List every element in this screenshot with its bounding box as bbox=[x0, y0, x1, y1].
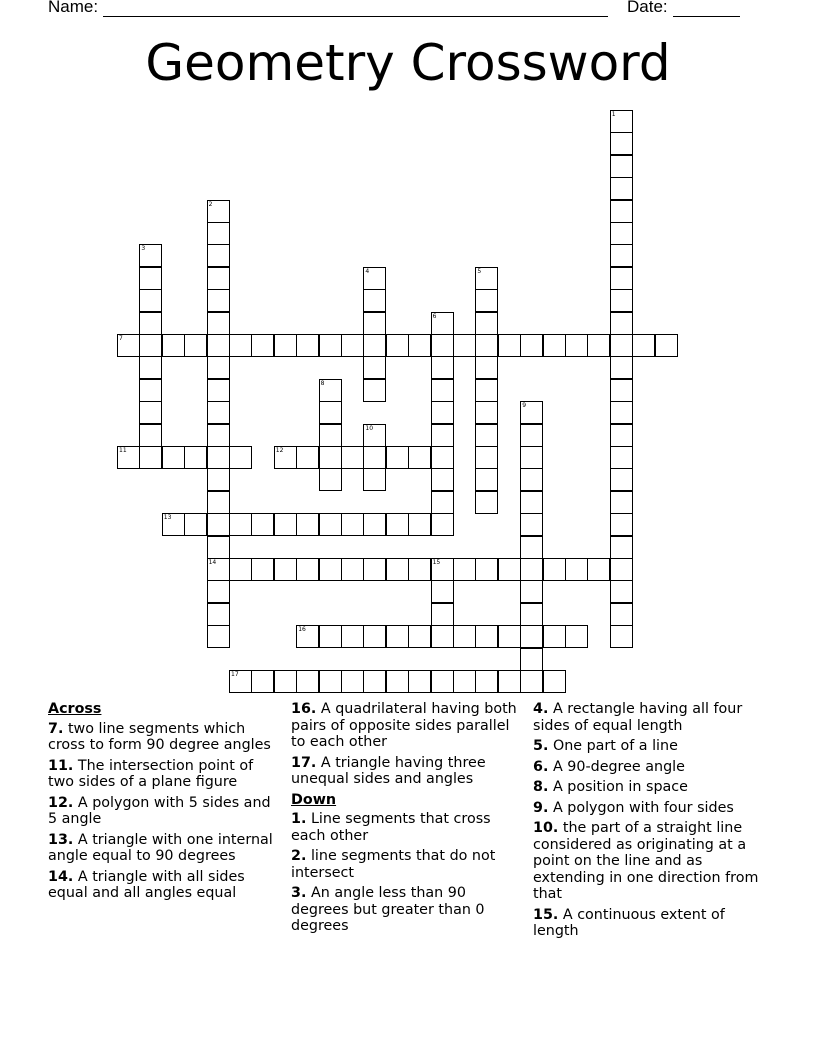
crossword-cell[interactable] bbox=[610, 334, 633, 357]
crossword-cell[interactable] bbox=[498, 558, 521, 581]
clue-number: 15. bbox=[533, 906, 559, 923]
crossword-cell[interactable] bbox=[408, 558, 431, 581]
clue-text: A continuous extent of length bbox=[533, 906, 725, 939]
clue-text: One part of a line bbox=[552, 738, 678, 754]
crossword-cell[interactable] bbox=[319, 670, 342, 693]
crossword-cell[interactable] bbox=[251, 558, 274, 581]
crossword-cell[interactable] bbox=[431, 513, 454, 536]
crossword-cell[interactable] bbox=[319, 468, 342, 491]
crossword-cell[interactable] bbox=[341, 446, 364, 469]
crossword-cell[interactable] bbox=[139, 334, 162, 357]
clue-text: A rectangle having all four sides of equal length bbox=[533, 701, 743, 734]
crossword-cell[interactable] bbox=[319, 424, 342, 447]
crossword-cell[interactable] bbox=[475, 267, 498, 290]
crossword-cell[interactable] bbox=[475, 670, 498, 693]
crossword-cell[interactable] bbox=[587, 334, 610, 357]
crossword-cell[interactable] bbox=[296, 446, 319, 469]
cell-number: 17 bbox=[231, 671, 239, 678]
crossword-cell[interactable] bbox=[139, 424, 162, 447]
down-heading: Down bbox=[291, 791, 337, 808]
clue-down-3 bbox=[291, 885, 523, 935]
cell-number: 7 bbox=[119, 335, 123, 342]
crossword-cell[interactable] bbox=[363, 446, 386, 469]
clue-across-17 bbox=[291, 755, 523, 788]
cell-number: 3 bbox=[141, 245, 146, 253]
clue-text: A triangle with one internal angle equal to 90 degrees bbox=[48, 831, 273, 864]
crossword-cell[interactable] bbox=[431, 670, 454, 693]
crossword-cell[interactable] bbox=[319, 379, 342, 402]
crossword-cell[interactable] bbox=[610, 536, 633, 559]
crossword-cell[interactable] bbox=[207, 603, 230, 626]
crossword-cell[interactable] bbox=[207, 244, 230, 267]
crossword-cell[interactable] bbox=[296, 513, 319, 536]
clues-column-3 bbox=[533, 701, 765, 944]
crossword-cell[interactable] bbox=[520, 558, 543, 581]
crossword-cell[interactable] bbox=[431, 558, 454, 581]
clue-text: The intersection point of two sides of a plane figure bbox=[48, 757, 254, 790]
crossword-cell[interactable] bbox=[543, 670, 566, 693]
clues-column-2 bbox=[291, 701, 523, 939]
crossword-cell[interactable] bbox=[520, 491, 543, 514]
crossword-cell[interactable] bbox=[520, 334, 543, 357]
crossword-cell[interactable] bbox=[386, 513, 409, 536]
clue-number: 12. bbox=[48, 794, 74, 811]
clue-number: 11. bbox=[48, 757, 74, 774]
crossword-cell[interactable] bbox=[296, 670, 319, 693]
cell-number: 1 bbox=[611, 111, 616, 118]
crossword-cell[interactable] bbox=[139, 289, 162, 312]
crossword-cell[interactable] bbox=[431, 334, 454, 357]
crossword-cell[interactable] bbox=[520, 603, 543, 626]
crossword-cell[interactable] bbox=[207, 200, 230, 223]
crossword-cell[interactable] bbox=[251, 513, 274, 536]
crossword-cell[interactable] bbox=[610, 177, 633, 200]
crossword-cell[interactable] bbox=[431, 468, 454, 491]
crossword-cell[interactable] bbox=[207, 625, 230, 648]
cell-number: 8 bbox=[320, 379, 325, 387]
clue-down-9 bbox=[533, 800, 765, 817]
clue-down-6 bbox=[533, 759, 765, 776]
crossword-cell[interactable] bbox=[274, 670, 297, 693]
clue-across-12 bbox=[48, 795, 280, 828]
crossword-cell[interactable] bbox=[296, 334, 319, 357]
crossword-cell[interactable] bbox=[139, 244, 162, 267]
crossword-cell[interactable] bbox=[475, 491, 498, 514]
cell-number: 11 bbox=[119, 447, 127, 454]
crossword-cell[interactable] bbox=[386, 446, 409, 469]
cell-number: 16 bbox=[298, 626, 306, 634]
crossword-cell[interactable] bbox=[565, 625, 588, 648]
clue-number: 13. bbox=[48, 831, 74, 848]
cell-number: 10 bbox=[365, 424, 374, 432]
crossword-cell[interactable] bbox=[363, 356, 386, 379]
clue-number: 2. bbox=[291, 848, 307, 864]
clue-text: A quadrilateral having both pairs of opposite sides parallel to each other bbox=[291, 701, 517, 750]
crossword-cell[interactable] bbox=[319, 513, 342, 536]
crossword-cell[interactable] bbox=[610, 446, 633, 469]
crossword-cell[interactable] bbox=[274, 446, 297, 469]
crossword-cell[interactable] bbox=[251, 334, 274, 357]
crossword-cell[interactable] bbox=[475, 379, 498, 402]
clue-number: 7. bbox=[48, 720, 64, 737]
crossword-cell[interactable] bbox=[229, 513, 252, 536]
clue-text: A 90-degree angle bbox=[552, 758, 685, 775]
cell-number: 15 bbox=[432, 559, 441, 566]
clue-text: line segments that do not intersect bbox=[291, 848, 496, 881]
crossword-cell[interactable] bbox=[207, 312, 230, 335]
crossword-cell[interactable] bbox=[207, 580, 230, 603]
crossword-cell[interactable] bbox=[363, 558, 386, 581]
crossword-cell[interactable] bbox=[386, 558, 409, 581]
clue-across-13 bbox=[48, 832, 280, 865]
crossword-cell[interactable] bbox=[162, 446, 185, 469]
crossword-cell[interactable] bbox=[520, 401, 543, 424]
crossword-cell[interactable] bbox=[610, 513, 633, 536]
crossword-cell[interactable] bbox=[274, 558, 297, 581]
crossword-cell[interactable] bbox=[319, 334, 342, 357]
crossword-cell[interactable] bbox=[520, 625, 543, 648]
crossword-cell[interactable] bbox=[610, 267, 633, 290]
crossword-cell[interactable] bbox=[408, 334, 431, 357]
crossword-cell[interactable] bbox=[610, 155, 633, 178]
crossword-cell[interactable] bbox=[610, 401, 633, 424]
crossword-cell[interactable] bbox=[184, 334, 207, 357]
name-label: Name: bbox=[48, 0, 99, 16]
crossword-cell[interactable] bbox=[207, 379, 230, 402]
crossword-cell[interactable] bbox=[207, 334, 230, 357]
cell-number: 4 bbox=[365, 267, 370, 275]
crossword-cell[interactable] bbox=[431, 401, 454, 424]
clue-down-5 bbox=[533, 738, 765, 755]
clue-across-14 bbox=[48, 869, 280, 902]
clue-number: 4. bbox=[533, 701, 549, 717]
cell-number: 5 bbox=[477, 267, 482, 275]
crossword-cell[interactable] bbox=[229, 334, 252, 357]
crossword-cell[interactable] bbox=[565, 558, 588, 581]
crossword-cell[interactable] bbox=[498, 670, 521, 693]
crossword-cell[interactable] bbox=[475, 468, 498, 491]
crossword-cell[interactable] bbox=[453, 670, 476, 693]
crossword-cell[interactable] bbox=[207, 424, 230, 447]
clue-number: 8. bbox=[533, 779, 549, 795]
cell-number: 12 bbox=[275, 447, 284, 454]
clues-column-1 bbox=[48, 701, 280, 906]
crossword-cell[interactable] bbox=[207, 222, 230, 245]
crossword-cell[interactable] bbox=[162, 334, 185, 357]
crossword-cell[interactable] bbox=[207, 513, 230, 536]
crossword-cell[interactable] bbox=[341, 670, 364, 693]
crossword-cell[interactable] bbox=[543, 334, 566, 357]
crossword-cell[interactable] bbox=[610, 379, 633, 402]
clue-number: 3. bbox=[291, 885, 307, 901]
crossword-cell[interactable] bbox=[520, 446, 543, 469]
crossword-cell[interactable] bbox=[475, 558, 498, 581]
crossword-cell[interactable] bbox=[207, 446, 230, 469]
crossword-cell[interactable] bbox=[610, 603, 633, 626]
crossword-cell[interactable] bbox=[475, 312, 498, 335]
crossword-cell[interactable] bbox=[207, 558, 230, 581]
crossword-cell[interactable] bbox=[431, 580, 454, 603]
clue-down-2 bbox=[291, 848, 523, 881]
crossword-cell[interactable] bbox=[610, 222, 633, 245]
clue-number: 1. bbox=[291, 811, 307, 827]
across-heading: Across bbox=[48, 701, 102, 717]
crossword-cell[interactable] bbox=[296, 625, 319, 648]
crossword-cell[interactable] bbox=[610, 580, 633, 603]
crossword-cell[interactable] bbox=[431, 446, 454, 469]
crossword-cell[interactable] bbox=[520, 513, 543, 536]
crossword-cell[interactable] bbox=[408, 513, 431, 536]
clue-number: 6. bbox=[533, 758, 549, 775]
clue-text: An angle less than 90 degrees but greater than 0 degrees bbox=[291, 885, 485, 934]
crossword-cell[interactable] bbox=[543, 625, 566, 648]
crossword-cell[interactable] bbox=[341, 625, 364, 648]
crossword-cell[interactable] bbox=[453, 558, 476, 581]
clue-text: A position in space bbox=[552, 779, 688, 795]
clue-number: 14. bbox=[48, 868, 74, 885]
clue-down-4 bbox=[533, 701, 765, 734]
clue-across-7 bbox=[48, 721, 280, 754]
crossword-cell[interactable] bbox=[251, 670, 274, 693]
crossword-cell[interactable] bbox=[117, 334, 140, 357]
crossword-cell[interactable] bbox=[610, 491, 633, 514]
clue-text: Line segments that cross each other bbox=[291, 811, 491, 844]
crossword-cell[interactable] bbox=[207, 401, 230, 424]
crossword-cell[interactable] bbox=[386, 334, 409, 357]
crossword-cell[interactable] bbox=[207, 356, 230, 379]
crossword-cell[interactable] bbox=[207, 289, 230, 312]
cell-number: 2 bbox=[208, 200, 213, 208]
crossword-cell[interactable] bbox=[475, 356, 498, 379]
crossword-cell[interactable] bbox=[386, 625, 409, 648]
clue-text: the part of a straight line considered as originating at a point on the line and as extending in one direction from that bbox=[533, 820, 759, 902]
crossword-cell[interactable] bbox=[296, 558, 319, 581]
crossword-cell[interactable] bbox=[431, 491, 454, 514]
crossword-cell[interactable] bbox=[363, 424, 386, 447]
crossword-cell[interactable] bbox=[139, 267, 162, 290]
crossword-cell[interactable] bbox=[117, 446, 140, 469]
clue-down-1 bbox=[291, 811, 523, 844]
crossword-cell[interactable] bbox=[139, 312, 162, 335]
crossword-cell[interactable] bbox=[363, 670, 386, 693]
crossword-cell[interactable] bbox=[498, 625, 521, 648]
crossword-cell[interactable] bbox=[520, 424, 543, 447]
clue-text: A triangle with all sides equal and all angles equal bbox=[48, 868, 245, 901]
crossword-cell[interactable] bbox=[341, 334, 364, 357]
crossword-cell[interactable] bbox=[475, 289, 498, 312]
crossword-cell[interactable] bbox=[475, 424, 498, 447]
crossword-cell[interactable] bbox=[632, 334, 655, 357]
cell-number: 14 bbox=[208, 559, 217, 566]
crossword-cell[interactable] bbox=[207, 267, 230, 290]
crossword-cell[interactable] bbox=[319, 401, 342, 424]
clue-across-16 bbox=[291, 701, 523, 751]
crossword-cell[interactable] bbox=[207, 536, 230, 559]
crossword-cell[interactable] bbox=[162, 513, 185, 536]
crossword-cell[interactable] bbox=[610, 468, 633, 491]
crossword-cell[interactable] bbox=[229, 446, 252, 469]
crossword-cell[interactable] bbox=[498, 334, 521, 357]
crossword-cell[interactable] bbox=[610, 558, 633, 581]
crossword-cell[interactable] bbox=[363, 312, 386, 335]
clue-text: A polygon with four sides bbox=[552, 799, 734, 816]
crossword-cell[interactable] bbox=[363, 334, 386, 357]
clue-text: A polygon with 5 sides and 5 angle bbox=[48, 794, 271, 827]
crossword-cell[interactable] bbox=[229, 558, 252, 581]
clue-number: 9. bbox=[533, 799, 549, 816]
clue-number: 10. bbox=[533, 820, 559, 836]
crossword-cell[interactable] bbox=[431, 625, 454, 648]
crossword-cell[interactable] bbox=[363, 513, 386, 536]
cell-number: 9 bbox=[522, 402, 527, 410]
crossword-cell[interactable] bbox=[363, 625, 386, 648]
crossword-cell[interactable] bbox=[184, 446, 207, 469]
crossword-cell[interactable] bbox=[543, 558, 566, 581]
crossword-cell[interactable] bbox=[520, 648, 543, 671]
clue-number: 17. bbox=[291, 754, 317, 771]
crossword-cell[interactable] bbox=[431, 603, 454, 626]
crossword-cell[interactable] bbox=[363, 379, 386, 402]
crossword-cell[interactable] bbox=[207, 491, 230, 514]
page-title: Geometry Crossword bbox=[145, 34, 671, 92]
crossword-cell[interactable] bbox=[453, 334, 476, 357]
crossword-cell[interactable] bbox=[139, 356, 162, 379]
crossword-cell[interactable] bbox=[610, 289, 633, 312]
crossword-cell[interactable] bbox=[207, 468, 230, 491]
clue-across-11 bbox=[48, 758, 280, 791]
crossword-cell[interactable] bbox=[610, 110, 633, 133]
cell-number: 6 bbox=[432, 312, 437, 320]
crossword-cell[interactable] bbox=[274, 334, 297, 357]
crossword-cell[interactable] bbox=[363, 468, 386, 491]
clue-down-8 bbox=[533, 779, 765, 796]
crossword-cell[interactable] bbox=[431, 424, 454, 447]
crossword-cell[interactable] bbox=[274, 513, 297, 536]
clue-text: A triangle having three unequal sides and angles bbox=[291, 754, 486, 787]
crossword-cell[interactable] bbox=[610, 312, 633, 335]
crossword-cell[interactable] bbox=[475, 401, 498, 424]
crossword-cell[interactable] bbox=[319, 446, 342, 469]
crossword-cell[interactable] bbox=[610, 356, 633, 379]
cell-number: 13 bbox=[163, 514, 172, 522]
crossword-cell[interactable] bbox=[363, 289, 386, 312]
clue-text: two line segments which cross to form 90 degree angles bbox=[48, 720, 271, 753]
crossword-cell[interactable] bbox=[139, 401, 162, 424]
crossword-cell[interactable] bbox=[408, 625, 431, 648]
crossword-cell[interactable] bbox=[431, 356, 454, 379]
clue-number: 16. bbox=[291, 701, 317, 717]
crossword-cell[interactable] bbox=[431, 312, 454, 335]
crossword-cell[interactable] bbox=[319, 625, 342, 648]
crossword-cell[interactable] bbox=[184, 513, 207, 536]
crossword-cell[interactable] bbox=[520, 670, 543, 693]
crossword-cell[interactable] bbox=[655, 334, 678, 357]
crossword-cell[interactable] bbox=[139, 379, 162, 402]
crossword-cell[interactable] bbox=[520, 468, 543, 491]
crossword-cell[interactable] bbox=[610, 625, 633, 648]
crossword-cell[interactable] bbox=[453, 625, 476, 648]
crossword-cell[interactable] bbox=[408, 446, 431, 469]
crossword-cell[interactable] bbox=[319, 558, 342, 581]
crossword-cell[interactable] bbox=[587, 558, 610, 581]
crossword-cell[interactable] bbox=[363, 267, 386, 290]
crossword-cell[interactable] bbox=[475, 446, 498, 469]
crossword-cell[interactable] bbox=[431, 379, 454, 402]
crossword-cell[interactable] bbox=[408, 670, 431, 693]
crossword-cell[interactable] bbox=[520, 580, 543, 603]
crossword-cell[interactable] bbox=[610, 132, 633, 155]
crossword-cell[interactable] bbox=[565, 334, 588, 357]
crossword-cell[interactable] bbox=[229, 670, 252, 693]
crossword-cell[interactable] bbox=[475, 334, 498, 357]
crossword-cell[interactable] bbox=[610, 200, 633, 223]
clue-down-10 bbox=[533, 820, 765, 903]
clue-number: 5. bbox=[533, 738, 549, 754]
crossword-cell[interactable] bbox=[610, 424, 633, 447]
date-label: Date: bbox=[627, 0, 668, 16]
crossword-cell[interactable] bbox=[610, 244, 633, 267]
crossword-cell[interactable] bbox=[341, 513, 364, 536]
clue-down-15 bbox=[533, 907, 765, 940]
crossword-cell[interactable] bbox=[341, 558, 364, 581]
crossword-cell[interactable] bbox=[386, 670, 409, 693]
crossword-cell[interactable] bbox=[520, 536, 543, 559]
crossword-cell[interactable] bbox=[475, 625, 498, 648]
crossword-cell[interactable] bbox=[139, 446, 162, 469]
